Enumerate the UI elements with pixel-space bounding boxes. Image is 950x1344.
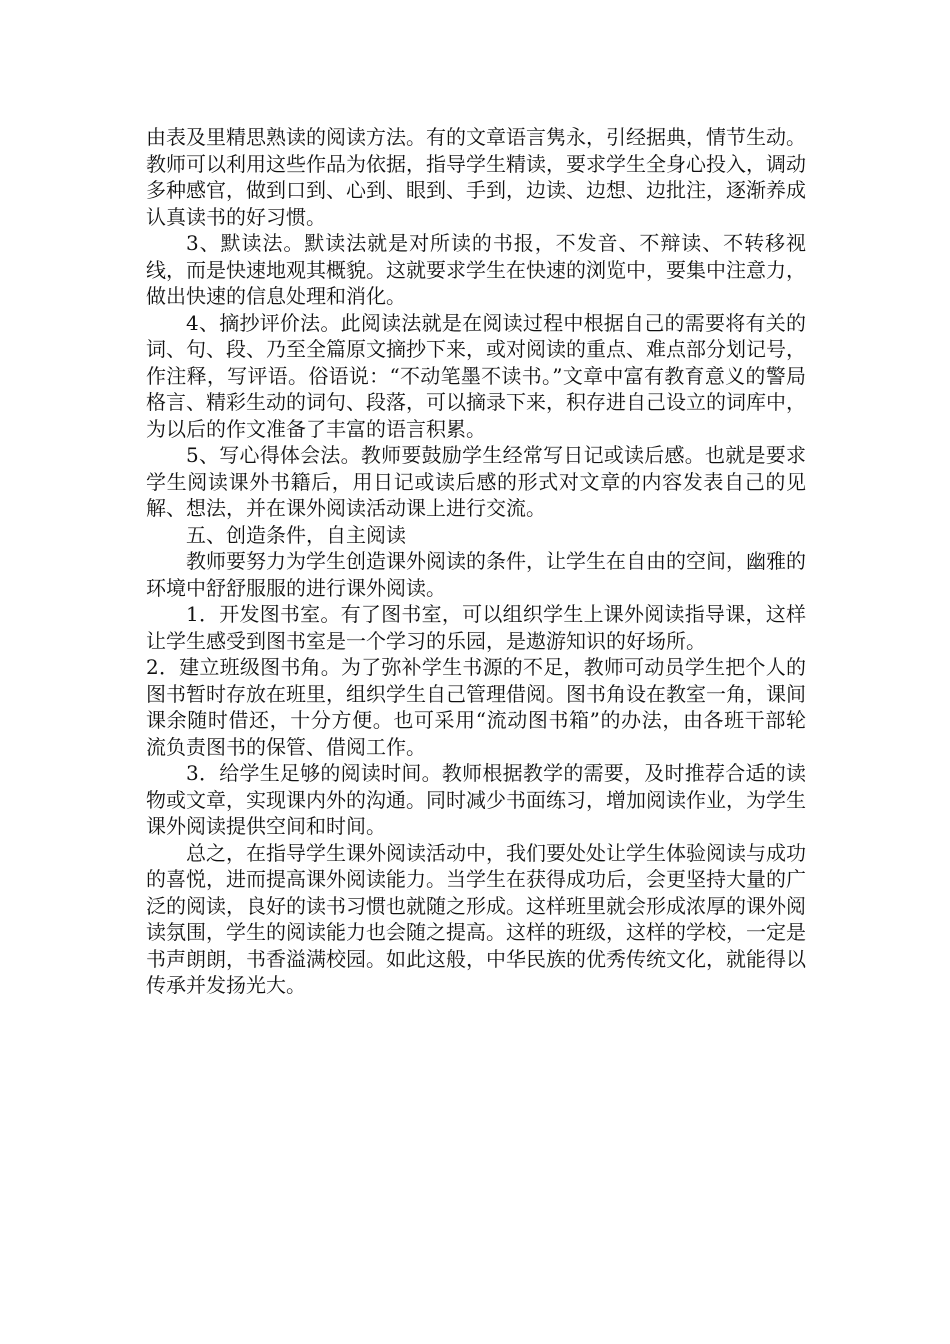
paragraph-reflection-method: 5、写心得体会法。教师要鼓励学生经常写日记或读后感。也就是要求学生阅读课外书籍后，用日记或读后感的形式对文章的内容发表自己的见解、想法，并在课外阅读活动课上进行交流。: [146, 443, 806, 520]
paragraph-class-book-corner: 2．建立班级图书角。为了弥补学生书源的不足，教师可动员学生把个人的图书暂时存放在班里，组织学生自己管理借阅。图书角设在教室一角，课间课余随时借还，十分方便。也可采用“流动图书箱”的办法，由各班干部轮流负责图书的保管、借阅工作。: [146, 655, 806, 759]
paragraph-silent-reading: 3、默读法。默读法就是对所读的书报，不发音、不辩读、不转移视线，而是快速地观其概貌。这就要求学生在快速的浏览中，要集中注意力，做出快速的信息处理和消化。: [146, 231, 806, 308]
paragraph-library: 1．开发图书室。有了图书室，可以组织学生上课外阅读指导课，这样让学生感受到图书室是一个学习的乐园，是遨游知识的好场所。: [146, 602, 806, 653]
section-heading-five: 五、创造条件，自主阅读: [186, 522, 406, 547]
paragraph-section-five-intro: 教师要努力为学生创造课外阅读的条件，让学生在自由的空间，幽雅的环境中舒舒服服的进行课外阅读。: [146, 549, 806, 600]
paragraph-reading-time: 3．给学生足够的阅读时间。教师根据教学的需要，及时推荐合适的读物或文章，实现课内外的沟通。同时减少书面练习，增加阅读作业，为学生课外阅读提供空间和时间。: [146, 761, 806, 838]
paragraph-excerpt-method: 4、摘抄评价法。此阅读法就是在阅读过程中根据自己的需要将有关的词、句、段、乃至全篇原文摘抄下来，或对阅读的重点、难点部分划记号，作注释，写评语。俗语说：“不动笔墨不读书。”文章中富有教育意义的警局格言、精彩生动的词句、段落，可以摘录下来，积存进自己设立的词库中，为以后的作文准备了丰富的语言积累。: [146, 310, 806, 441]
document-body: [146, 124, 806, 999]
paragraph-continuation: 由表及里精思熟读的阅读方法。有的文章语言隽永，引经据典，情节生动。教师可以利用这些作品为依据，指导学生精读，要求学生全身心投入，调动多种感官，做到口到、心到、眼到、手到，边读、边想、边批注，逐渐养成认真读书的好习惯。: [146, 125, 806, 229]
paragraph-conclusion: 总之，在指导学生课外阅读活动中，我们要处处让学生体验阅读与成功的喜悦，进而提高课外阅读能力。当学生在获得成功后，会更坚持大量的广泛的阅读，良好的读书习惯也就随之形成。这样班里就会形成浓厚的课外阅读氛围，学生的阅读能力也会随之提高。这样的班级，这样的学校，一定是书声朗朗，书香溢满校园。如此这般，中华民族的优秀传统文化，就能得以传承并发扬光大。: [146, 840, 806, 997]
